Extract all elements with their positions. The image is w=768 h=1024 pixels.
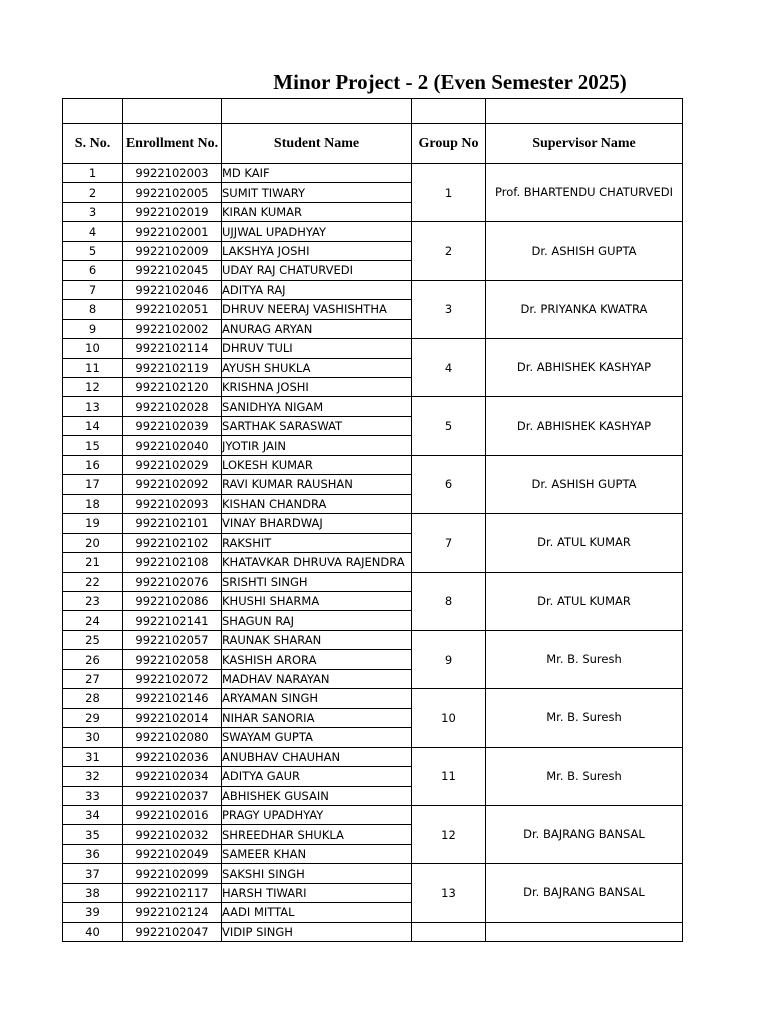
enrollment-cell: 9922102051 [123, 300, 222, 319]
group-no-cell: 9 [412, 630, 486, 688]
student-name-cell: MADHAV NARAYAN [222, 669, 412, 688]
blank-cell [123, 99, 222, 124]
group-no-cell: 2 [412, 222, 486, 280]
enrollment-cell: 9922102003 [123, 164, 222, 183]
supervisor-name-cell: Prof. BHARTENDU CHATURVEDI [486, 164, 683, 222]
s-no-cell: 12 [63, 377, 123, 396]
table-row [63, 280, 683, 299]
table-row [63, 339, 683, 358]
s-no-cell: 30 [63, 728, 123, 747]
table-row [63, 455, 683, 474]
student-name-cell: ADITYA RAJ [222, 280, 412, 299]
group-no-cell: 12 [412, 805, 486, 863]
supervisor-name-cell: Mr. B. Suresh [486, 630, 683, 688]
supervisor-name-cell: Dr. ATUL KUMAR [486, 572, 683, 630]
table-row [63, 397, 683, 416]
student-name-cell: AYUSH SHUKLA [222, 358, 412, 377]
s-no-cell: 32 [63, 767, 123, 786]
enrollment-cell: 9922102046 [123, 280, 222, 299]
s-no-cell: 9 [63, 319, 123, 338]
header-row [63, 124, 683, 164]
student-name-cell: KHUSHI SHARMA [222, 591, 412, 610]
student-name-cell: ADITYA GAUR [222, 767, 412, 786]
blank-row [63, 99, 683, 124]
group-no-cell: 8 [412, 572, 486, 630]
supervisor-name-cell: Dr. ABHISHEK KASHYAP [486, 397, 683, 455]
s-no-cell: 15 [63, 436, 123, 455]
enrollment-cell: 9922102108 [123, 553, 222, 572]
s-no-cell: 36 [63, 844, 123, 863]
student-name-cell: SHREEDHAR SHUKLA [222, 825, 412, 844]
enrollment-cell: 9922102049 [123, 844, 222, 863]
enrollment-cell: 9922102076 [123, 572, 222, 591]
header-student-name: Student Name [222, 124, 412, 164]
table-row [63, 514, 683, 533]
enrollment-cell: 9922102120 [123, 377, 222, 396]
table-row [63, 922, 683, 941]
header-supervisor-name: Supervisor Name [486, 124, 683, 164]
enrollment-cell: 9922102141 [123, 611, 222, 630]
enrollment-cell: 9922102124 [123, 903, 222, 922]
group-no-cell: 5 [412, 397, 486, 455]
enrollment-cell: 9922102029 [123, 455, 222, 474]
student-name-cell: RAKSHIT [222, 533, 412, 552]
s-no-cell: 7 [63, 280, 123, 299]
enrollment-cell: 9922102016 [123, 805, 222, 824]
student-name-cell: KASHISH ARORA [222, 650, 412, 669]
s-no-cell: 40 [63, 922, 123, 941]
student-name-cell: RAUNAK SHARAN [222, 630, 412, 649]
s-no-cell: 14 [63, 416, 123, 435]
s-no-cell: 25 [63, 630, 123, 649]
student-name-cell: ARYAMAN SINGH [222, 689, 412, 708]
student-name-cell: SANIDHYA NIGAM [222, 397, 412, 416]
enrollment-cell: 9922102047 [123, 922, 222, 941]
group-no-cell: 10 [412, 689, 486, 747]
s-no-cell: 29 [63, 708, 123, 727]
s-no-cell: 19 [63, 514, 123, 533]
s-no-cell: 33 [63, 786, 123, 805]
supervisor-name-cell [486, 922, 683, 941]
student-name-cell: ANUBHAV CHAUHAN [222, 747, 412, 766]
s-no-cell: 24 [63, 611, 123, 630]
s-no-cell: 17 [63, 475, 123, 494]
blank-cell [63, 99, 123, 124]
s-no-cell: 37 [63, 864, 123, 883]
student-name-cell: SWAYAM GUPTA [222, 728, 412, 747]
supervisor-name-cell: Dr. PRIYANKA KWATRA [486, 280, 683, 338]
student-name-cell: SHAGUN RAJ [222, 611, 412, 630]
s-no-cell: 4 [63, 222, 123, 241]
enrollment-cell: 9922102001 [123, 222, 222, 241]
s-no-cell: 31 [63, 747, 123, 766]
header-enrollment: Enrollment No. [123, 124, 222, 164]
s-no-cell: 39 [63, 903, 123, 922]
student-name-cell: AADI MITTAL [222, 903, 412, 922]
table-row [63, 572, 683, 591]
s-no-cell: 1 [63, 164, 123, 183]
group-no-cell: 6 [412, 455, 486, 513]
page-title: Minor Project - 2 (Even Semester 2025) [273, 70, 627, 94]
group-no-cell: 3 [412, 280, 486, 338]
student-name-cell: SAKSHI SINGH [222, 864, 412, 883]
table-row [63, 630, 683, 649]
student-name-cell: KIRAN KUMAR [222, 202, 412, 221]
table-row [63, 164, 683, 183]
enrollment-cell: 9922102045 [123, 261, 222, 280]
enrollment-cell: 9922102058 [123, 650, 222, 669]
s-no-cell: 35 [63, 825, 123, 844]
supervisor-name-cell: Mr. B. Suresh [486, 689, 683, 747]
s-no-cell: 11 [63, 358, 123, 377]
student-name-cell: MD KAIF [222, 164, 412, 183]
enrollment-cell: 9922102080 [123, 728, 222, 747]
supervisor-name-cell: Dr. BAJRANG BANSAL [486, 805, 683, 863]
enrollment-cell: 9922102101 [123, 514, 222, 533]
enrollment-cell: 9922102117 [123, 883, 222, 902]
s-no-cell: 3 [63, 202, 123, 221]
enrollment-cell: 9922102057 [123, 630, 222, 649]
enrollment-cell: 9922102028 [123, 397, 222, 416]
student-name-cell: PRAGY UPADHYAY [222, 805, 412, 824]
enrollment-cell: 9922102093 [123, 494, 222, 513]
student-name-cell: LAKSHYA JOSHI [222, 241, 412, 260]
s-no-cell: 8 [63, 300, 123, 319]
enrollment-cell: 9922102039 [123, 416, 222, 435]
supervisor-name-cell: Dr. ATUL KUMAR [486, 514, 683, 572]
s-no-cell: 2 [63, 183, 123, 202]
student-name-cell: HARSH TIWARI [222, 883, 412, 902]
supervisor-name-cell: Dr. ASHISH GUPTA [486, 455, 683, 513]
student-name-cell: KISHAN CHANDRA [222, 494, 412, 513]
enrollment-cell: 9922102146 [123, 689, 222, 708]
student-name-cell: DHRUV NEERAJ VASHISHTHA [222, 300, 412, 319]
s-no-cell: 16 [63, 455, 123, 474]
group-no-cell: 11 [412, 747, 486, 805]
enrollment-cell: 9922102114 [123, 339, 222, 358]
table-row [63, 689, 683, 708]
student-name-cell: VIDIP SINGH [222, 922, 412, 941]
group-no-cell: 13 [412, 864, 486, 922]
group-no-cell: 1 [412, 164, 486, 222]
student-name-cell: SRISHTI SINGH [222, 572, 412, 591]
enrollment-cell: 9922102036 [123, 747, 222, 766]
allocation-table [62, 98, 683, 942]
enrollment-cell: 9922102002 [123, 319, 222, 338]
student-name-cell: ABHISHEK GUSAIN [222, 786, 412, 805]
enrollment-cell: 9922102099 [123, 864, 222, 883]
table-row [63, 864, 683, 883]
header-s-no: S. No. [63, 124, 123, 164]
blank-cell [412, 99, 486, 124]
s-no-cell: 22 [63, 572, 123, 591]
s-no-cell: 38 [63, 883, 123, 902]
student-name-cell: UJJWAL UPADHYAY [222, 222, 412, 241]
s-no-cell: 10 [63, 339, 123, 358]
student-name-cell: SARTHAK SARASWAT [222, 416, 412, 435]
blank-cell [222, 99, 412, 124]
s-no-cell: 5 [63, 241, 123, 260]
supervisor-name-cell: Mr. B. Suresh [486, 747, 683, 805]
enrollment-cell: 9922102019 [123, 202, 222, 221]
group-no-cell [412, 922, 486, 941]
enrollment-cell: 9922102014 [123, 708, 222, 727]
group-no-cell: 7 [412, 514, 486, 572]
table-row [63, 222, 683, 241]
student-name-cell: KHATAVKAR DHRUVA RAJENDRA [222, 553, 412, 572]
supervisor-name-cell: Dr. ABHISHEK KASHYAP [486, 339, 683, 397]
student-name-cell: SAMEER KHAN [222, 844, 412, 863]
s-no-cell: 18 [63, 494, 123, 513]
header-group-no: Group No [412, 124, 486, 164]
enrollment-cell: 9922102032 [123, 825, 222, 844]
blank-cell [486, 99, 683, 124]
student-name-cell: JYOTIR JAIN [222, 436, 412, 455]
table-row [63, 747, 683, 766]
student-name-cell: UDAY RAJ CHATURVEDI [222, 261, 412, 280]
group-no-cell: 4 [412, 339, 486, 397]
enrollment-cell: 9922102086 [123, 591, 222, 610]
enrollment-cell: 9922102102 [123, 533, 222, 552]
enrollment-cell: 9922102009 [123, 241, 222, 260]
s-no-cell: 27 [63, 669, 123, 688]
enrollment-cell: 9922102040 [123, 436, 222, 455]
enrollment-cell: 9922102072 [123, 669, 222, 688]
s-no-cell: 21 [63, 553, 123, 572]
supervisor-name-cell: Dr. ASHISH GUPTA [486, 222, 683, 280]
student-name-cell: SUMIT TIWARY [222, 183, 412, 202]
table-row [63, 805, 683, 824]
s-no-cell: 23 [63, 591, 123, 610]
student-name-cell: KRISHNA JOSHI [222, 377, 412, 396]
s-no-cell: 34 [63, 805, 123, 824]
enrollment-cell: 9922102092 [123, 475, 222, 494]
student-name-cell: RAVI KUMAR RAUSHAN [222, 475, 412, 494]
s-no-cell: 20 [63, 533, 123, 552]
student-name-cell: VINAY BHARDWAJ [222, 514, 412, 533]
s-no-cell: 26 [63, 650, 123, 669]
enrollment-cell: 9922102005 [123, 183, 222, 202]
student-name-cell: DHRUV TULI [222, 339, 412, 358]
enrollment-cell: 9922102119 [123, 358, 222, 377]
student-name-cell: LOKESH KUMAR [222, 455, 412, 474]
enrollment-cell: 9922102037 [123, 786, 222, 805]
s-no-cell: 13 [63, 397, 123, 416]
student-name-cell: NIHAR SANORIA [222, 708, 412, 727]
s-no-cell: 28 [63, 689, 123, 708]
supervisor-name-cell: Dr. BAJRANG BANSAL [486, 864, 683, 922]
enrollment-cell: 9922102034 [123, 767, 222, 786]
student-name-cell: ANURAG ARYAN [222, 319, 412, 338]
s-no-cell: 6 [63, 261, 123, 280]
